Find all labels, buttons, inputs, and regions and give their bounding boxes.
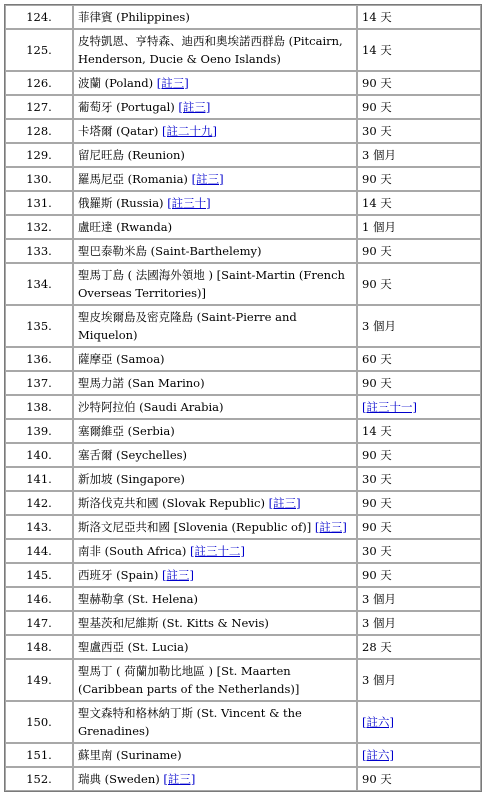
stay-period-cell — [357, 215, 481, 239]
country-cell — [73, 215, 357, 239]
stay-period: 90 天 — [362, 496, 392, 510]
country-cell — [73, 515, 357, 539]
row-number: 146. — [5, 587, 73, 611]
country-name: 俄羅斯 (Russia) — [78, 196, 164, 210]
country-cell — [73, 419, 357, 443]
stay-period-cell — [357, 143, 481, 167]
table-row — [5, 305, 481, 347]
stay-period-cell — [357, 305, 481, 347]
note-link[interactable]: [註三] — [191, 172, 224, 186]
country-name: 卡塔爾 (Qatar) — [78, 124, 159, 138]
country-name: 聖皮埃爾島及密克隆島 (Saint-Pierre and Miquelon) — [78, 310, 297, 342]
table-row — [5, 191, 481, 215]
row-number: 127. — [5, 95, 73, 119]
table-row — [5, 563, 481, 587]
stay-period-cell — [357, 767, 481, 791]
stay-period: 90 天 — [362, 568, 392, 582]
note-link[interactable]: [註三] — [268, 496, 301, 510]
stay-period: 14 天 — [362, 43, 392, 57]
country-cell — [73, 5, 357, 29]
row-number: 137. — [5, 371, 73, 395]
row-number: 148. — [5, 635, 73, 659]
stay-period-cell — [357, 701, 481, 743]
stay-period-cell — [357, 347, 481, 371]
stay-period: 90 天 — [362, 244, 392, 258]
table-row — [5, 167, 481, 191]
stay-period-cell — [357, 419, 481, 443]
row-number: 147. — [5, 611, 73, 635]
table-row — [5, 71, 481, 95]
country-name: 菲律賓 (Philippines) — [78, 10, 190, 24]
country-name: 薩摩亞 (Samoa) — [78, 352, 165, 366]
country-cell — [73, 491, 357, 515]
row-number: 151. — [5, 743, 73, 767]
note-link[interactable]: [註二十九] — [162, 124, 218, 138]
stay-note-link[interactable]: [註六] — [362, 748, 394, 762]
stay-period: 30 天 — [362, 124, 392, 138]
country-cell — [73, 563, 357, 587]
country-name: 斯洛伐克共和國 (Slovak Republic) — [78, 496, 265, 510]
stay-period-cell — [357, 191, 481, 215]
country-cell — [73, 443, 357, 467]
table-row — [5, 263, 481, 305]
country-name: 瑞典 (Sweden) — [78, 772, 160, 786]
country-name: 南非 (South Africa) — [78, 544, 187, 558]
table-row — [5, 491, 481, 515]
stay-period-cell — [357, 491, 481, 515]
row-number: 140. — [5, 443, 73, 467]
country-cell — [73, 539, 357, 563]
country-name: 皮特凱恩、亨特森、迪西和奧埃諾西群島 (Pitcairn, Henderson, Ducie & Oeno Islands) — [78, 34, 343, 66]
stay-period: 90 天 — [362, 76, 392, 90]
stay-period: 60 天 — [362, 352, 392, 366]
stay-period-cell — [357, 443, 481, 467]
note-link[interactable]: [註三十二] — [190, 544, 245, 558]
stay-period-cell — [357, 539, 481, 563]
row-number: 144. — [5, 539, 73, 563]
stay-period-cell — [357, 71, 481, 95]
note-link[interactable]: [註三] — [161, 568, 194, 582]
country-cell — [73, 71, 357, 95]
row-number: 132. — [5, 215, 73, 239]
row-number: 128. — [5, 119, 73, 143]
country-name: 塞舌爾 (Seychelles) — [78, 448, 188, 462]
stay-period-cell — [357, 743, 481, 767]
table-row — [5, 29, 481, 71]
country-name: 蘇里南 (Suriname) — [78, 748, 182, 762]
table-row — [5, 215, 481, 239]
table-row — [5, 5, 481, 29]
country-name: 聖文森特和格林納丁斯 (St. Vincent & the Grenadines) — [78, 706, 302, 738]
table-row — [5, 347, 481, 371]
country-cell — [73, 587, 357, 611]
country-name: 沙特阿拉伯 (Saudi Arabia) — [78, 400, 224, 414]
visa-free-countries-table — [4, 4, 482, 792]
stay-period-cell — [357, 467, 481, 491]
country-name: 塞爾維亞 (Serbia) — [78, 424, 175, 438]
stay-note-link[interactable]: [註六] — [362, 715, 394, 729]
country-cell — [73, 767, 357, 791]
stay-period-cell — [357, 587, 481, 611]
row-number: 149. — [5, 659, 73, 701]
table-row — [5, 371, 481, 395]
note-link[interactable]: [註三] — [163, 772, 196, 786]
stay-period: 90 天 — [362, 772, 392, 786]
stay-period-cell — [357, 659, 481, 701]
stay-period: 90 天 — [362, 172, 392, 186]
country-cell — [73, 743, 357, 767]
stay-period: 90 天 — [362, 520, 392, 534]
country-name: 聖馬丁 ( 荷蘭加勒比地區 ) [St. Maarten (Caribbean parts of the Netherlands)] — [78, 664, 300, 696]
stay-period: 14 天 — [362, 10, 392, 24]
country-cell — [73, 467, 357, 491]
stay-period: 3 個月 — [362, 148, 396, 162]
country-name: 新加坡 (Singapore) — [78, 472, 185, 486]
stay-period-cell — [357, 95, 481, 119]
stay-period-cell — [357, 395, 481, 419]
country-cell — [73, 191, 357, 215]
stay-period-cell — [357, 5, 481, 29]
country-cell — [73, 143, 357, 167]
stay-period: 90 天 — [362, 277, 392, 291]
country-cell — [73, 29, 357, 71]
country-cell — [73, 167, 357, 191]
row-number: 124. — [5, 5, 73, 29]
table-row — [5, 587, 481, 611]
row-number: 136. — [5, 347, 73, 371]
row-number: 133. — [5, 239, 73, 263]
country-cell — [73, 371, 357, 395]
country-cell — [73, 395, 357, 419]
stay-period-cell — [357, 29, 481, 71]
table-row — [5, 743, 481, 767]
table-row — [5, 395, 481, 419]
table-row — [5, 467, 481, 491]
stay-period: 14 天 — [362, 196, 392, 210]
table-row — [5, 239, 481, 263]
country-cell — [73, 239, 357, 263]
table-row — [5, 539, 481, 563]
country-name: 聖盧西亞 (St. Lucia) — [78, 640, 189, 654]
country-name: 斯洛文尼亞共和國 [Slovenia (Republic of)] — [78, 520, 312, 534]
stay-period: 90 天 — [362, 376, 392, 390]
table-row — [5, 143, 481, 167]
stay-period: 14 天 — [362, 424, 392, 438]
stay-note-link[interactable]: [註三十一] — [362, 400, 417, 414]
stay-period: 3 個月 — [362, 673, 396, 687]
table-row — [5, 95, 481, 119]
country-name: 聖赫勒拿 (St. Helena) — [78, 592, 199, 606]
country-cell — [73, 611, 357, 635]
country-cell — [73, 263, 357, 305]
row-number: 152. — [5, 767, 73, 791]
stay-period-cell — [357, 371, 481, 395]
country-name: 盧旺達 (Rwanda) — [78, 220, 173, 234]
row-number: 145. — [5, 563, 73, 587]
country-name: 葡萄牙 (Portugal) — [78, 100, 175, 114]
stay-period-cell — [357, 611, 481, 635]
row-number: 141. — [5, 467, 73, 491]
country-name: 波蘭 (Poland) — [78, 76, 154, 90]
stay-period-cell — [357, 263, 481, 305]
row-number: 135. — [5, 305, 73, 347]
table-row — [5, 635, 481, 659]
table-row — [5, 767, 481, 791]
table-row — [5, 701, 481, 743]
country-name: 留尼旺島 (Reunion) — [78, 148, 185, 162]
row-number: 129. — [5, 143, 73, 167]
country-cell — [73, 635, 357, 659]
note-link[interactable]: [註三] — [314, 520, 347, 534]
country-name: 西班牙 (Spain) — [78, 568, 159, 582]
table-row — [5, 443, 481, 467]
stay-period-cell — [357, 515, 481, 539]
country-name: 聖基茨和尼維斯 (St. Kitts & Nevis) — [78, 616, 269, 630]
row-number: 142. — [5, 491, 73, 515]
country-cell — [73, 701, 357, 743]
country-cell — [73, 347, 357, 371]
country-cell — [73, 659, 357, 701]
table-row — [5, 659, 481, 701]
note-link[interactable]: [註三] — [178, 100, 211, 114]
stay-period-cell — [357, 635, 481, 659]
stay-period: 3 個月 — [362, 616, 396, 630]
table-row — [5, 419, 481, 443]
country-cell — [73, 95, 357, 119]
note-link[interactable]: [註三] — [156, 76, 189, 90]
country-name: 聖馬力諾 (San Marino) — [78, 376, 205, 390]
table-row — [5, 515, 481, 539]
row-number: 138. — [5, 395, 73, 419]
country-name: 聖馬丁島 ( 法國海外領地 ) [Saint-Martin (French Overseas Territories)] — [78, 268, 345, 300]
table-body — [5, 5, 481, 791]
row-number: 150. — [5, 701, 73, 743]
row-number: 143. — [5, 515, 73, 539]
stay-period: 30 天 — [362, 544, 392, 558]
row-number: 134. — [5, 263, 73, 305]
stay-period-cell — [357, 119, 481, 143]
stay-period-cell — [357, 167, 481, 191]
row-number: 131. — [5, 191, 73, 215]
row-number: 126. — [5, 71, 73, 95]
row-number: 130. — [5, 167, 73, 191]
stay-period: 90 天 — [362, 100, 392, 114]
country-cell — [73, 119, 357, 143]
table-row — [5, 119, 481, 143]
country-cell — [73, 305, 357, 347]
stay-period: 3 個月 — [362, 319, 396, 333]
stay-period: 1 個月 — [362, 220, 396, 234]
country-name: 聖巴泰勒米島 (Saint-Barthelemy) — [78, 244, 262, 258]
stay-period: 3 個月 — [362, 592, 396, 606]
table-row — [5, 611, 481, 635]
stay-period: 90 天 — [362, 448, 392, 462]
row-number: 125. — [5, 29, 73, 71]
stay-period: 30 天 — [362, 472, 392, 486]
stay-period-cell — [357, 563, 481, 587]
stay-period-cell — [357, 239, 481, 263]
note-link[interactable]: [註三十] — [167, 196, 211, 210]
country-name: 羅馬尼亞 (Romania) — [78, 172, 188, 186]
row-number: 139. — [5, 419, 73, 443]
stay-period: 28 天 — [362, 640, 392, 654]
